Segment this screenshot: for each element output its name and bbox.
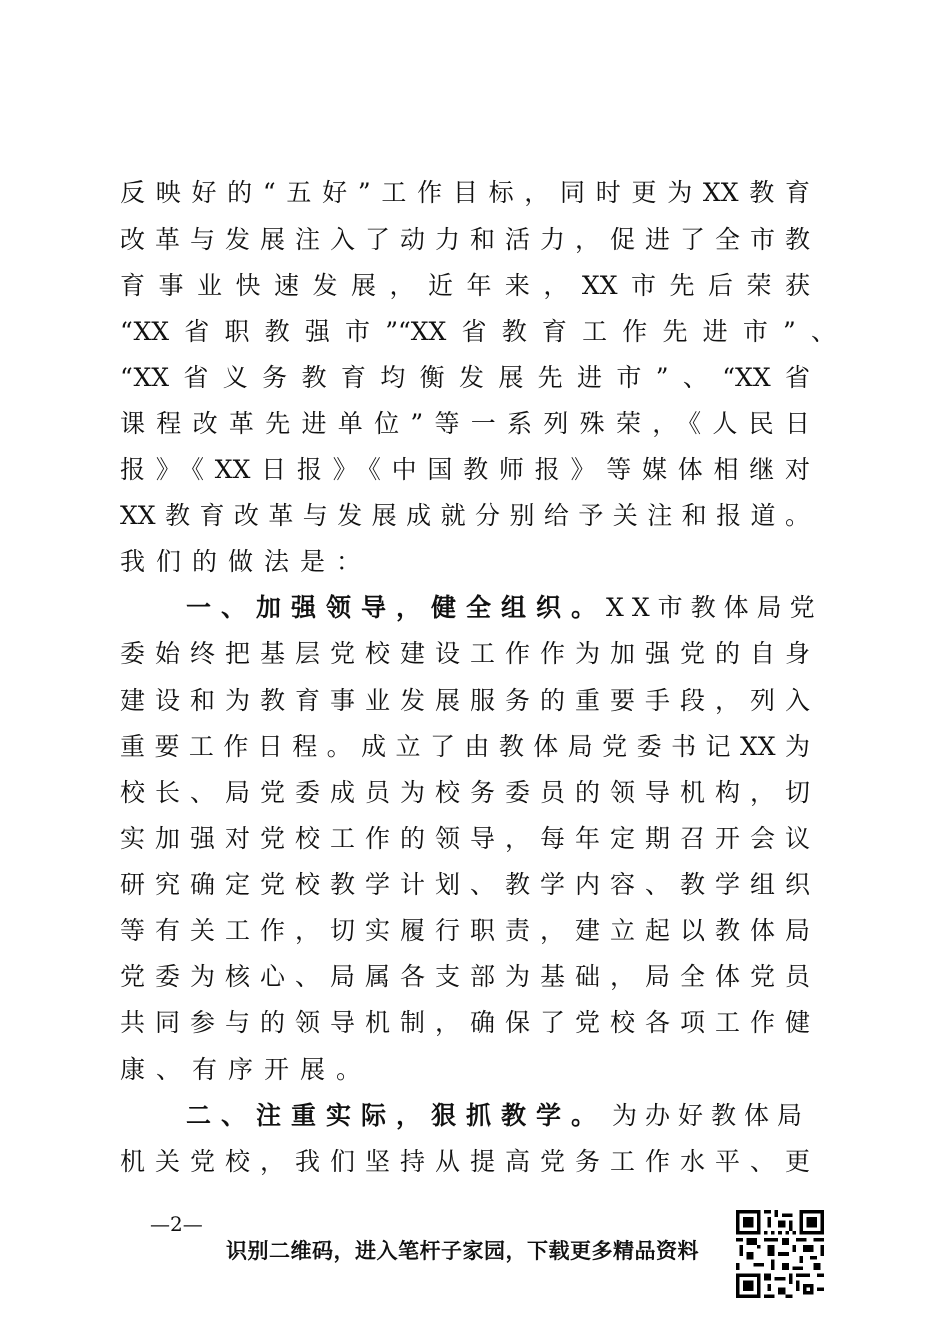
body-line: “XX省义务教育均衡发展先进市”、“XX省 bbox=[120, 363, 810, 392]
body-line: 反映好的“五好”工作目标，同时更为XX教育 bbox=[120, 178, 810, 207]
body-line: 共同参与的领导机制，确保了党校各项工作健 bbox=[120, 1008, 810, 1037]
body-line: 建设和为教育事业发展服务的重要手段，列入 bbox=[120, 686, 810, 715]
section-heading: 二、注重实际，狠抓教学。 bbox=[186, 1101, 607, 1130]
body-line: 实加强对党校工作的领导，每年定期召开会议 bbox=[120, 824, 810, 853]
body-line: 康、有序开展。 bbox=[120, 1055, 373, 1084]
section-first-line bbox=[186, 1101, 810, 1131]
body-line: 课程改革先进单位”等一系列殊荣，《人民日 bbox=[120, 409, 810, 438]
promo-text: 识别二维码，进入笔杆子家园，下载更多精品资料 bbox=[226, 1238, 699, 1263]
body-line: 等有关工作，切实履行职责，建立起以教体局 bbox=[120, 916, 810, 945]
body-line: 我们的做法是： bbox=[120, 547, 373, 576]
body-line: XX市教体局党 bbox=[606, 593, 823, 622]
body-line: 为办好教体局 bbox=[611, 1101, 810, 1130]
section-first-line bbox=[186, 593, 823, 623]
body-line: 党委为核心、局属各支部为基础，局全体党员 bbox=[120, 962, 810, 991]
page-number: —2— bbox=[150, 1212, 203, 1236]
body-line: 育事业快速发展，近年来，XX市先后荣获 bbox=[120, 271, 810, 300]
body-line: 研究确定党校教学计划、教学内容、教学组织 bbox=[120, 870, 810, 899]
body-line: 报》《XX日报》《中国教师报》等媒体相继对 bbox=[120, 455, 810, 484]
qr-code-icon[interactable] bbox=[736, 1210, 824, 1298]
body-line: 委始终把基层党校建设工作作为加强党的自身 bbox=[120, 639, 810, 668]
body-line: 改革与发展注入了动力和活力，促进了全市教 bbox=[120, 225, 810, 254]
body-line: 机关党校，我们坚持从提高党务工作水平、更 bbox=[120, 1147, 810, 1176]
body-line: XX教育改革与发展成就分别给予关注和报道。 bbox=[120, 501, 810, 530]
body-line: 重要工作日程。成立了由教体局党委书记XX为 bbox=[120, 732, 810, 761]
body-line: “XX省职教强市”“XX省教育工作先进市”、 bbox=[120, 317, 836, 346]
body-line: 校长、局党委成员为校务委员的领导机构，切 bbox=[120, 778, 810, 807]
section-heading: 一、加强领导，健全组织。 bbox=[186, 593, 607, 622]
